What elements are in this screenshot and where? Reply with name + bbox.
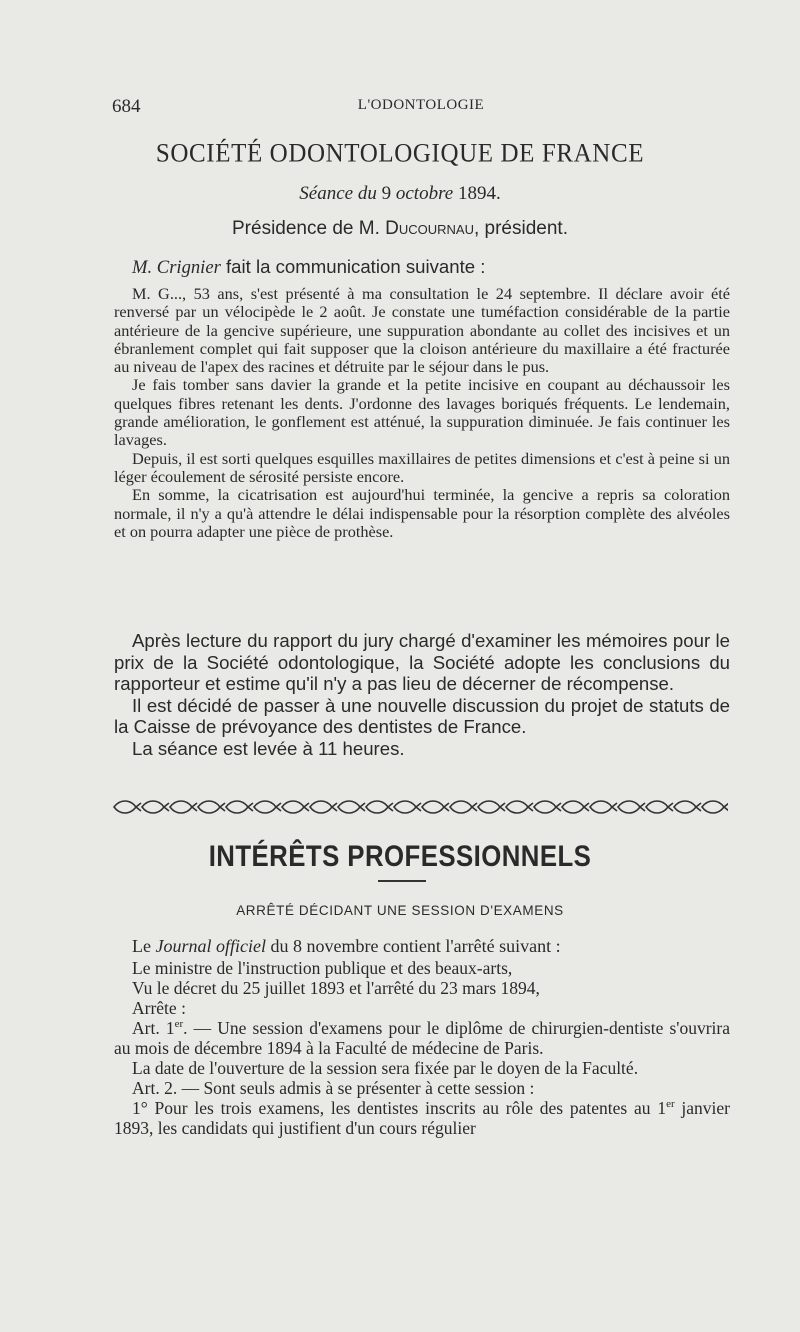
ornament-loop xyxy=(590,801,617,813)
case-paragraph: En somme, la cicatrisation est aujourd'hui terminée, la gencive a repris sa coloration normale, il n'y a qu'à attendre le délai indispensable pour la résorption complète des alvéoles et on pourra adapter une pièce de prothèse. xyxy=(114,485,730,541)
ornament-loop xyxy=(114,801,141,813)
ornament-loop xyxy=(226,801,253,813)
ornament-loop xyxy=(646,801,673,813)
seance-month: octobre xyxy=(395,183,454,204)
journal-title: Journal officiel xyxy=(155,936,266,956)
running-title: L'ODONTOLOGIE xyxy=(357,97,485,113)
arrete-line: Le ministre de l'instruction publique et des beaux-arts, xyxy=(132,957,513,978)
title-underline xyxy=(378,880,426,882)
presidence-suffix: , président. xyxy=(473,218,568,239)
president-name: Ducournau xyxy=(385,218,474,239)
closing-paragraph: Il est décidé de passer à une nouvelle discussion du projet de statuts de la Caisse de prévoyance des dentistes de France. xyxy=(114,694,730,738)
seance-year: 1894. xyxy=(453,183,501,204)
article-2-item-1: 1° Pour les trois examens, les dentistes inscrits au rôle des patentes au 1er janvier 1893, les candidats qui justifient d'un cours régulier xyxy=(114,1097,730,1138)
ornament-loop xyxy=(702,801,728,813)
presidence-prefix: Présidence de M. xyxy=(232,218,386,239)
ornament-loop xyxy=(450,801,477,813)
ornament-loop xyxy=(254,801,281,813)
closing-paragraph: Après lecture du rapport du jury chargé d'examiner les mémoires pour le prix de la Société odontologique, la Société adopte les conclusions du rapporteur et estime qu'il n'y a pas lieu de décerner de récompense. xyxy=(114,630,730,695)
journal-intro: Le Journal officiel du 8 novembre contient l'arrêté suivant : xyxy=(132,936,561,956)
article-2: Art. 2. — Sont seuls admis à se présenter à cette session : xyxy=(132,1077,535,1098)
closing-paragraphs xyxy=(114,630,730,760)
arrete-text xyxy=(114,936,730,1138)
case-report xyxy=(114,285,730,541)
decorative-ornament-rule xyxy=(112,798,728,816)
arrete-line: Arrête : xyxy=(132,997,186,1018)
ornament-loop xyxy=(618,801,645,813)
ornament-loop xyxy=(366,801,393,813)
case-paragraph: M. G..., 53 ans, s'est présenté à ma consultation le 24 septembre. Il déclare avoir été renversé par un vélocipède le 2 août. Je constate une tuméfaction considérable de la partie antérieure de la gencive supérieure, une suppuration abondante au collet des incisives et un ébranlement complet qui fait supposer que la cloison antérieure du maxillaire a été fracturée au niveau de l'apex des racines et détruite par le séjour dans le pus. xyxy=(114,284,730,377)
seance-date xyxy=(0,183,800,205)
ornament-loop xyxy=(478,801,505,813)
section-title-interets: INTÉRÊTS PROFESSIONNELS xyxy=(208,840,592,873)
speaker-name: M. Crignier xyxy=(132,257,221,278)
case-paragraph: Depuis, il est sorti quelques esquilles maxillaires de petites dimensions et c'est à peine si un léger écoulement de sérosité persiste encore. xyxy=(114,448,730,486)
section-title-societe: SOCIÉTÉ ODONTOLOGIQUE DE FRANCE xyxy=(155,139,645,168)
page-number: 684 xyxy=(112,96,141,117)
ornament-loop xyxy=(534,801,561,813)
presidence-line xyxy=(0,218,800,240)
closing-paragraph: La séance est levée à 11 heures. xyxy=(132,737,405,759)
seance-day: 9 xyxy=(376,183,396,204)
ornament-loop xyxy=(506,801,533,813)
article-1: Art. 1er. — Une session d'examens pour le diplôme de chirurgien-dentiste s'ouvrira au mois de décembre 1894 à la Faculté de médecine de Paris. xyxy=(114,1017,730,1058)
ornament-loop xyxy=(422,801,449,813)
intro-line xyxy=(114,256,730,279)
ornament-loop xyxy=(142,801,169,813)
intro-text: fait la communication suivante : xyxy=(220,256,486,277)
case-paragraph: Je fais tomber sans davier la grande et la petite incisive en coupant au déchaussoir les quelques fibres retenant les dents. J'ordonne des lavages boriqués fréquents. Le lendemain, grande amélioration, le gonflement est atténué, la suppuration diminuée. Je fais continuer les lavages. xyxy=(114,375,730,450)
section-subtitle: ARRÊTÉ DÉCIDANT UNE SESSION D'EXAMENS xyxy=(236,903,564,918)
ornament-loop xyxy=(338,801,365,813)
date-line: La date de l'ouverture de la session sera fixée par le doyen de la Faculté. xyxy=(132,1057,639,1078)
ornament-loop xyxy=(310,801,337,813)
ornament-loop xyxy=(170,801,197,813)
arrete-line: Vu le décret du 25 juillet 1893 et l'arrêté du 23 mars 1894, xyxy=(132,977,540,998)
page-header xyxy=(112,96,730,120)
ornament-loop xyxy=(562,801,589,813)
seance-prefix: Séance du xyxy=(299,183,377,204)
ornament-loop xyxy=(674,801,701,813)
ornament-loop xyxy=(198,801,225,813)
ornament-loop xyxy=(394,801,421,813)
ornament-loop xyxy=(282,801,309,813)
